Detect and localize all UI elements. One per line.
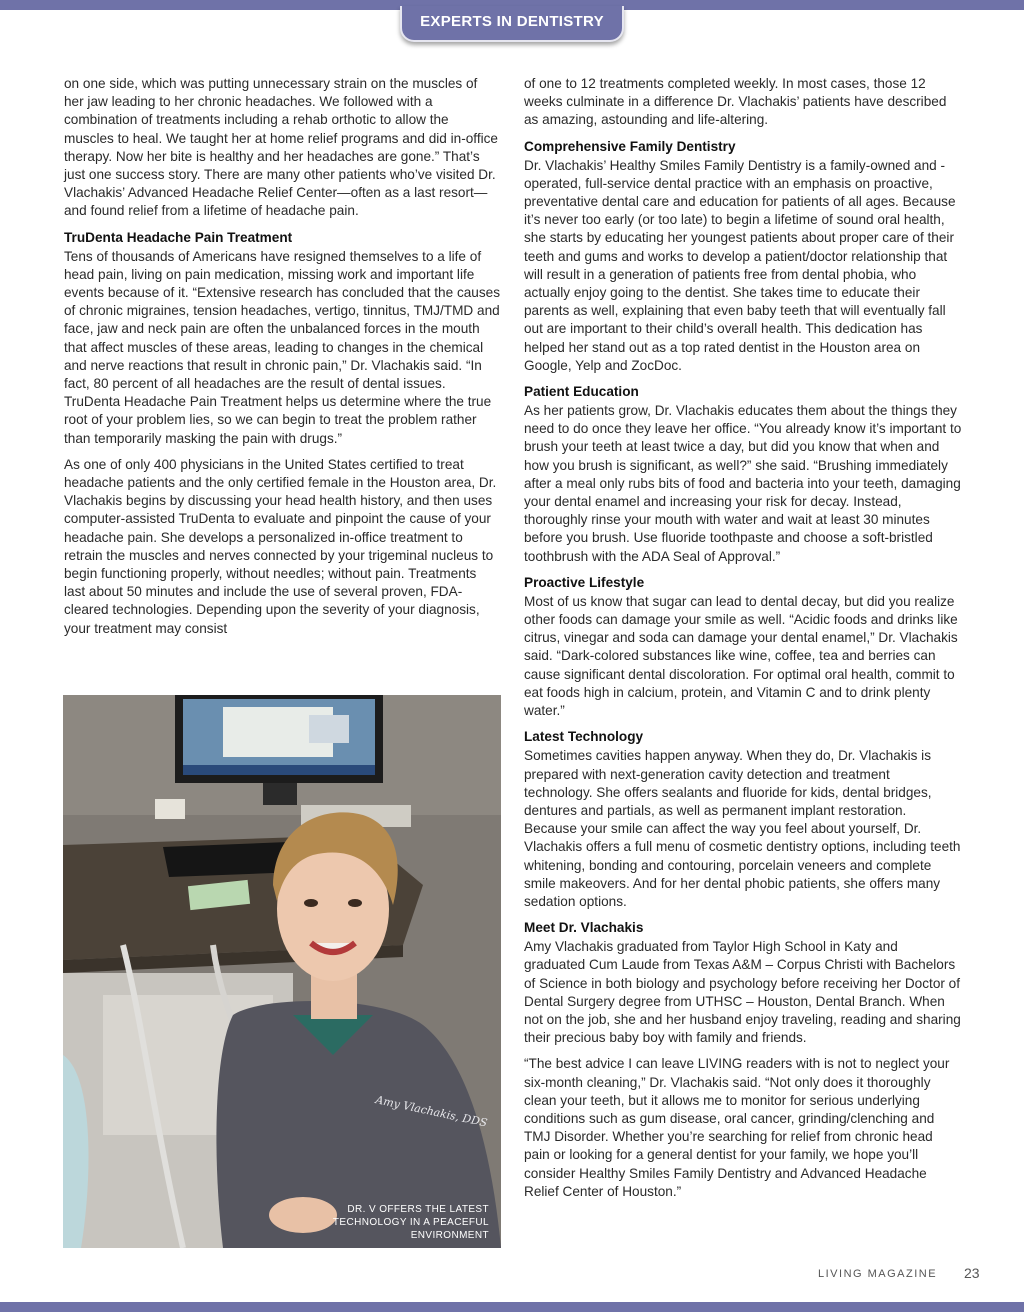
page-number: 23: [964, 1265, 980, 1281]
subheading-patient-education: Patient Education: [524, 384, 639, 400]
paragraph: As her patients grow, Dr. Vlachakis educates them about the things they need to do once they leave her office. “You already know it’s important to brush your teeth at least twice a day, but did you know that when and how you brush is significant, as well?” she said. “Brushing immediately after a meal only rubs bits of food and bacteria into your teeth, damaging your dental enamel and increasing your risk for decay. Instead, thoroughly rinse your mouth with water and wait at least 30 minutes before you brush. Use fluoride toothpaste and choose a soft-bristled toothbrush with the ADA Seal of Approval.”: [524, 403, 962, 564]
paragraph: on one side, which was putting unnecessary strain on the muscles of her jaw leading to her chronic headaches. We followed with a combination of treatments including a rehab orthotic to allow the muscles to heal. We taught her at home relief programs and did in-office therapy. Now her bite is healthy and her headaches are gone.” That’s just one success story. There are many other patients who’ve visited Dr. Vlachakis’ Advanced Headache Relief Center—often as a last resort—and found relief from a lifetime of headache pain.: [64, 76, 498, 219]
subheading-proactive-lifestyle: Proactive Lifestyle: [524, 574, 645, 590]
magazine-name: LIVING MAGAZINE: [818, 1268, 938, 1280]
right-column: [524, 75, 962, 1209]
subheading-latest-technology: Latest Technology: [524, 729, 644, 745]
paragraph: Amy Vlachakis graduated from Taylor High School in Katy and graduated Cum Laude from Texas A&M – Corpus Christi with Bachelors of Science in both biology and psychology before receiving her Doctor of Dental Surgery degree from UTHSC – Houston, Dental Branch. When not on the job, she and her husband enjoy traveling, reading and sharing their precious baby boy with family and friends.: [524, 939, 961, 1046]
bottom-border: [0, 1302, 1024, 1312]
coat-embroidery: Amy Vlachakis, DDS: [374, 1093, 489, 1130]
subheading-meet-dr: Meet Dr. Vlachakis: [524, 920, 644, 936]
photo-illustration: [63, 695, 501, 1248]
paragraph: Tens of thousands of Americans have resigned themselves to a life of head pain, living on pain medication, missing work and important life events because of it. “Extensive research has concluded that the causes of chronic migraines, tension headaches, vertigo, tinnitus, TMJ/TMD and face, jaw and neck pain are often the unbalanced forces in the mouth that affect muscles of these areas, leading to changes in the chemical and nerve reactions that result in chronic pain,” Dr. Vlachakis said. “In fact, 80 percent of all headaches are the result of dental issues. TruDenta Headache Pain Treatment helps us determine where the true root of your problem lies, so we can begin to treat the problem rather than temporarily masking the pain with drugs.”: [64, 248, 501, 446]
paragraph: of one to 12 treatments completed weekly. In most cases, those 12 weeks culminate in a difference Dr. Vlachakis’ patients have described as amazing, astounding and life-altering.: [524, 76, 947, 128]
paragraph: Sometimes cavities happen anyway. When they do, Dr. Vlachakis is prepared with next-generation cavity detection and treatment technology. She offers sealants and fluoride for kids, dental bridges, dentures and partials, as well as permanent implant restoration. Because your smile can affect the way you feel about yourself, Dr. Vlachakis offers a full menu of cosmetic dentistry options, including teeth whitening, bonding and contouring, porcelain veneers and complete smile makeovers. And for her dental phobic patients, she offers many sedation options.: [524, 748, 961, 909]
dentist-photo: [63, 695, 501, 1248]
subheading-family-dentistry: Comprehensive Family Dentistry: [524, 138, 736, 154]
paragraph: “The best advice I can leave LIVING readers with is not to neglect your six-month cleaning,” Dr. Vlachakis said. “Not only does it thoroughly clean your teeth, but it allows me to monitor for serious underlying conditions such as gum disease, oral cancer, grinding/clenching and TMJ Disorder. Whether you’re searching for relief from chronic head pain or looking for a general dentist for your family, we hope you’ll consider Healthy Smiles Family Dentistry and Advanced Headache Relief Center of Houston.”: [524, 1056, 950, 1199]
left-column: [64, 75, 500, 646]
section-tab: EXPERTS IN DENTISTRY: [400, 6, 624, 42]
paragraph: Most of us know that sugar can lead to dental decay, but did you realize other foods can damage your smile as well. “Acidic foods and drinks like citrus, vinegar and soda can damage your dental enamel,” Dr. Vlachakis said. “Dark-colored substances like wine, coffee, tea and berries can cause significant dental discoloration. For optimal oral health, commit to eat foods high in calcium, protein, and Vitamin C and to drink plenty water.”: [524, 593, 958, 719]
subheading-trudenta: TruDenta Headache Pain Treatment: [64, 229, 293, 245]
photo-caption: DR. V OFFERS THE LATEST TECHNOLOGY IN A PEACEFUL ENVIRONMENT: [332, 1204, 489, 1241]
paragraph: Dr. Vlachakis’ Healthy Smiles Family Dentistry is a family-owned and -operated, full-service dental practice with an emphasis on proactive, preventative dental care and education for patients of all ages. Because it’s never too early (or too late) to begin a lifetime of sound oral health, she starts by educating her youngest patients about proper care of their teeth and gums and works to develop a patient/doctor relationship that will result in a generation of patients free from dental phobia, who actually enjoy going to the dentist. She takes time to educate their parents as well, explaining that even baby teeth that will eventually fall out are important to their child’s overall health. This dedication has helped her stand out as a top rated dentist in the Houston area on Google, Yelp and ZocDoc.: [524, 157, 956, 373]
paragraph: As one of only 400 physicians in the United States certified to treat headache patients and the only certified female in the Houston area, Dr. Vlachakis begins by discussing your head health history, and then uses computer-assisted TruDenta to evaluate and pinpoint the cause of your headache pain. She develops a personalized in-office treatment to retrain the muscles and nerves connected by your trigeminal nucleus to begin functioning properly, without needles; without pain. Treatments last about 50 minutes and include the use of several proven, FDA-cleared technologies. Depending upon the severity of your diagnosis, your treatment may consist: [64, 456, 497, 636]
